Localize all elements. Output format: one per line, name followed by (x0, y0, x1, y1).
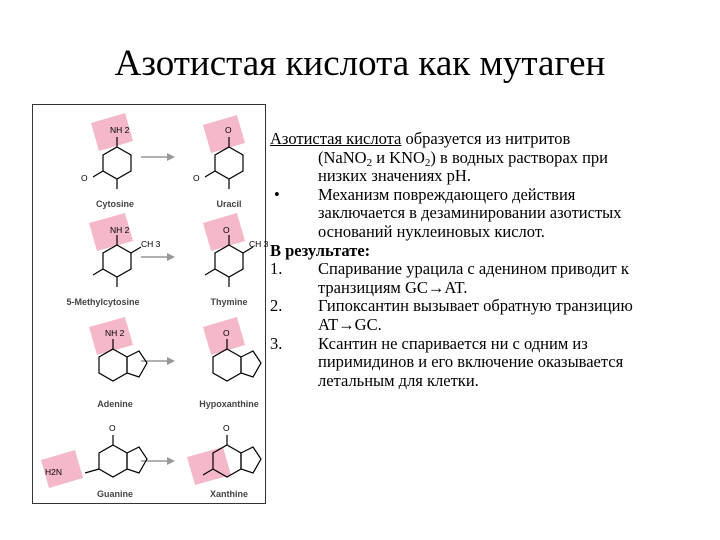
label-adenine: Adenine (97, 399, 133, 409)
atom-o-cytosine: O (81, 173, 88, 183)
p1-line2-a: (NaNO (318, 147, 367, 167)
atom-nh2-methylcytosine: NH 2 (110, 225, 130, 235)
item-2-line1: Гипоксантин вызывает обратную транзицию (318, 296, 633, 316)
p2-line2: заключается в дезаминировании азотистых (318, 203, 622, 223)
highlight-uracil (203, 115, 245, 153)
atom-ch3-methylcytosine: CH 3 (141, 239, 161, 249)
p2-line3: оснований нуклеиновых кислот. (318, 221, 545, 241)
p1-sub1: 2 (366, 156, 373, 169)
body-text (270, 130, 710, 390)
slide-title: Азотистая кислота как мутаген (114, 43, 606, 84)
atom-o-thymine: O (223, 225, 230, 235)
atom-nh2-cytosine: NH 2 (110, 125, 130, 135)
atom-o-guanine: O (109, 423, 116, 433)
ring-hypoxanthine (213, 349, 241, 381)
item-1-line1: Спаривание урацила с аденином приводит к (318, 259, 629, 279)
highlight-xanthine (187, 447, 231, 485)
deamination-figure (32, 104, 269, 504)
label-hypoxanthine: Hypoxanthine (199, 399, 259, 409)
item-3-line1: Ксантин не спаривается ни с одним из (318, 333, 588, 353)
item-3-line3: летальным для клетки. (318, 370, 479, 390)
ring-uracil (215, 147, 243, 179)
result-heading: В результате: (270, 240, 371, 260)
bullet: • (274, 184, 280, 204)
p1-sub2: 2 (424, 156, 431, 169)
label-guanine: Guanine (96, 489, 134, 499)
term-nitrous-acid: Азотистая кислота (270, 129, 402, 148)
p1-line2-b: и KNO (372, 147, 425, 167)
atom-o-uracil: O (225, 125, 232, 135)
p1-line2-c: ) в водных растворах при (430, 147, 608, 167)
atom-o-xanthine: O (223, 423, 230, 433)
label-uracil: Uracil (216, 199, 242, 209)
ring-cytosine (103, 147, 131, 179)
ring-thymine (215, 245, 243, 277)
item-1-number: 1. (270, 259, 283, 279)
label-thymine: Thymine (210, 297, 248, 307)
ring-adenine (99, 349, 127, 381)
item-2-number: 2. (270, 296, 283, 316)
ring-guanine (99, 445, 127, 477)
item-1-line2: транзициям GC→AT. (318, 277, 468, 297)
item-3-line2: пиримидинов и его включение оказывается (318, 352, 624, 372)
atom-h2n-guanine: H2N (45, 467, 63, 477)
item-3-number: 3. (270, 333, 283, 353)
atom-ch3-thymine: CH 3 (249, 239, 269, 249)
p2-line1: Механизм повреждающего действия (318, 184, 576, 204)
item-2-line2: AT→GC. (318, 314, 382, 334)
atom-o-hypoxanthine: O (223, 328, 230, 338)
p1-line3: низких значениях рН. (318, 166, 471, 186)
label-cytosine: Cytosine (95, 199, 135, 209)
label-xanthine: Xanthine (209, 489, 249, 499)
atom-o-uracil-2: O (193, 173, 200, 183)
label-methylcytosine: 5-Methylcytosine (66, 297, 140, 307)
ring-methylcytosine (103, 245, 131, 277)
p1-rest: образуется из нитритов (401, 129, 571, 148)
atom-nh2-adenine: NH 2 (105, 328, 125, 338)
structures-svg (33, 105, 269, 503)
